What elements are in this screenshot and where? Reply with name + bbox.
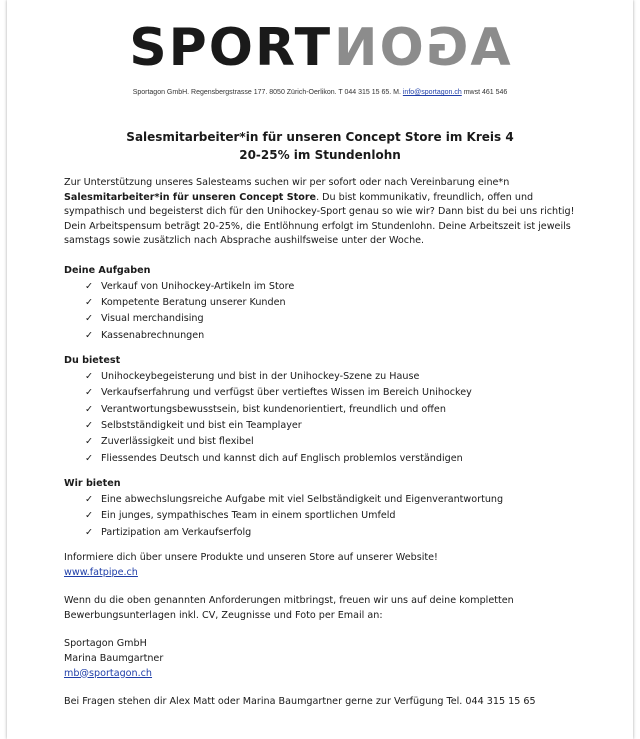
- list-item: ✓ Verantwortungsbewusstsein, bist kundenorientiert, freundlich und offen: [64, 402, 583, 418]
- list-wir-bieten: [64, 492, 583, 541]
- list-item: ✓ Verkaufserfahrung und verfügst über vertieftes Wissen im Bereich Unihockey: [64, 385, 583, 401]
- logo-part-agon: AGON: [332, 18, 511, 78]
- list-item: ✓ Kassenabrechnungen: [64, 328, 583, 344]
- intro-text-1: Zur Unterstützung unseres Salesteams suchen wir per sofort oder nach Vereinbarung eine*n: [64, 177, 510, 188]
- closing-text: Bei Fragen stehen dir Alex Matt oder Marina Baumgartner gerne zur Verfügung Tel. 044 315 15 65: [64, 696, 536, 708]
- job-title-line2: 20-25% im Stundenlohn: [239, 148, 401, 162]
- document-page: [7, 0, 633, 739]
- check-icon: ✓: [85, 493, 94, 505]
- list-du-bietest: [64, 369, 583, 467]
- company-address: [7, 89, 633, 96]
- job-description: [64, 176, 583, 710]
- check-icon: ✓: [85, 387, 94, 399]
- website-text: Informiere dich über unsere Produkte und unseren Store auf unserer Website!: [64, 552, 438, 564]
- check-icon: ✓: [85, 296, 94, 308]
- address-email-link[interactable]: info@sportagon.ch: [402, 89, 462, 96]
- list-item: ✓ Ein junges, sympathisches Team in einem sportlichen Umfeld: [64, 508, 583, 524]
- job-title-line1: Salesmitarbeiter*in für unseren Concept Store im Kreis 4: [126, 130, 514, 144]
- section-heading-aufgaben: Deine Aufgaben: [64, 264, 151, 276]
- check-icon: ✓: [85, 329, 94, 341]
- address-vat: mwst 461 546: [463, 89, 508, 96]
- section-heading-wir-bieten: Wir bieten: [64, 478, 121, 490]
- list-aufgaben: [64, 279, 583, 345]
- check-icon: ✓: [85, 526, 94, 538]
- list-item: ✓ Eine abwechslungsreiche Aufgabe mit viel Selbständigkeit und Eigenverantwortung: [64, 492, 583, 508]
- check-icon: ✓: [85, 370, 94, 382]
- intro-paragraph: [64, 176, 583, 249]
- list-item: ✓ Partizipation am Verkaufserfolg: [64, 525, 583, 541]
- check-icon: ✓: [85, 452, 94, 464]
- address-text: Sportagon GmbH. Regensbergstrasse 177. 8050 Zürich-Oerlikon. T 044 315 15 65. M.: [132, 89, 401, 96]
- check-icon: ✓: [85, 403, 94, 415]
- check-icon: ✓: [85, 436, 94, 448]
- list-item: ✓ Fliessendes Deutsch und kannst dich auf Englisch problemlos verständigen: [64, 451, 583, 467]
- list-item: ✓ Zuverlässigkeit und bist flexibel: [64, 434, 583, 450]
- contact-email-link[interactable]: mb@sportagon.ch: [64, 667, 153, 679]
- intro-text-2: . Du bist kommunikativ, freundlich, offen und sympathisch und begeisterst dich für den Unihockey-Sport genau so wie wir? Dann bist du bei uns richtig! Dein Arbeitspensum beträgt 20-25%, die Entlöhnung erfolgt im Stundenlohn. Deine Arbeitszeit ist jeweils samstags sowie zusätzlich nach Absprache aushilfsweise unter der Woche.: [64, 191, 575, 247]
- website-link[interactable]: www.fatpipe.ch: [64, 566, 138, 578]
- contact-company: Sportagon GmbH: [64, 638, 147, 650]
- check-icon: ✓: [85, 280, 94, 292]
- intro-bold: Salesmitarbeiter*in für unseren Concept Store: [64, 191, 317, 203]
- check-icon: ✓: [85, 420, 94, 431]
- list-item: ✓ Selbstständigkeit und bist ein Teamplayer: [64, 418, 583, 434]
- section-heading-du-bietest: Du bietest: [64, 355, 121, 367]
- contact-name: Marina Baumgartner: [64, 653, 164, 664]
- list-item: ✓ Verkauf von Unihockey-Artikeln im Store: [64, 279, 583, 295]
- application-text: Wenn du die oben genannten Anforderungen mitbringst, freuen wir uns auf deine kompletten Bewerbungsunterlagen inkl. CV, Zeugnisse und Foto per Email an:: [64, 595, 514, 621]
- list-item: ✓ Unihockeybegeisterung und bist in der Unihockey-Szene zu Hause: [64, 369, 583, 385]
- sportagon-logo: [7, 18, 633, 78]
- check-icon: ✓: [85, 510, 94, 522]
- job-title: [7, 128, 633, 164]
- logo-part-sport: SPORT: [129, 18, 333, 78]
- list-item: ✓ Kompetente Beratung unserer Kunden: [64, 295, 583, 311]
- check-icon: ✓: [85, 313, 94, 325]
- list-item: ✓ Visual merchandising: [64, 311, 583, 327]
